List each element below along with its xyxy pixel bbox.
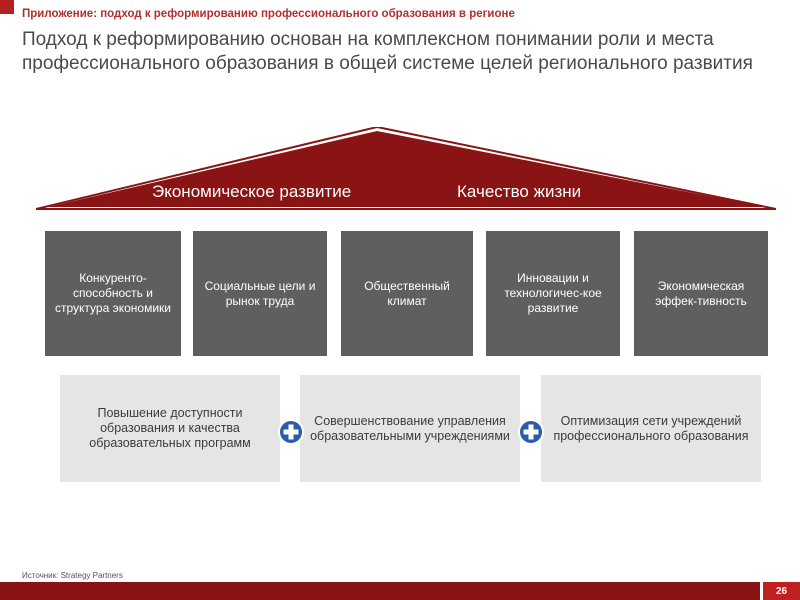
pillar-competitiveness: Конкуренто-способность и структура экономики <box>45 231 181 356</box>
source-note: Источник: Strategy Partners <box>22 571 123 580</box>
page-number: 26 <box>763 582 800 600</box>
pillar-efficiency: Экономическая эффек-тивность <box>634 231 768 356</box>
pillar-innovation: Инновации и технологичес-кое развитие <box>486 231 620 356</box>
roof-shape <box>36 127 776 211</box>
corner-accent <box>0 0 14 14</box>
page-subtitle: Приложение: подход к реформированию профессионального образования в регионе <box>22 8 515 20</box>
page-title: Подход к реформированию основан на комплексном понимании роли и места профессионального образования в общей системе целей регионального развития <box>22 29 753 74</box>
foundation-management: Совершенствование управления образовательными учреждениями <box>300 375 520 482</box>
foundation-network: Оптимизация сети учреждений профессионального образования <box>541 375 761 482</box>
pillar-public-climate: Общественный климат <box>341 231 473 356</box>
foundation-accessibility: Повышение доступности образования и качества образовательных программ <box>60 375 280 482</box>
footer-bar <box>0 582 760 600</box>
roof-label-quality: Качество жизни <box>457 182 582 201</box>
roof-label-economic: Экономическое развитие <box>152 182 352 201</box>
plus-icon <box>277 418 305 446</box>
plus-icon <box>517 418 545 446</box>
pillar-social: Социальные цели и рынок труда <box>193 231 327 356</box>
